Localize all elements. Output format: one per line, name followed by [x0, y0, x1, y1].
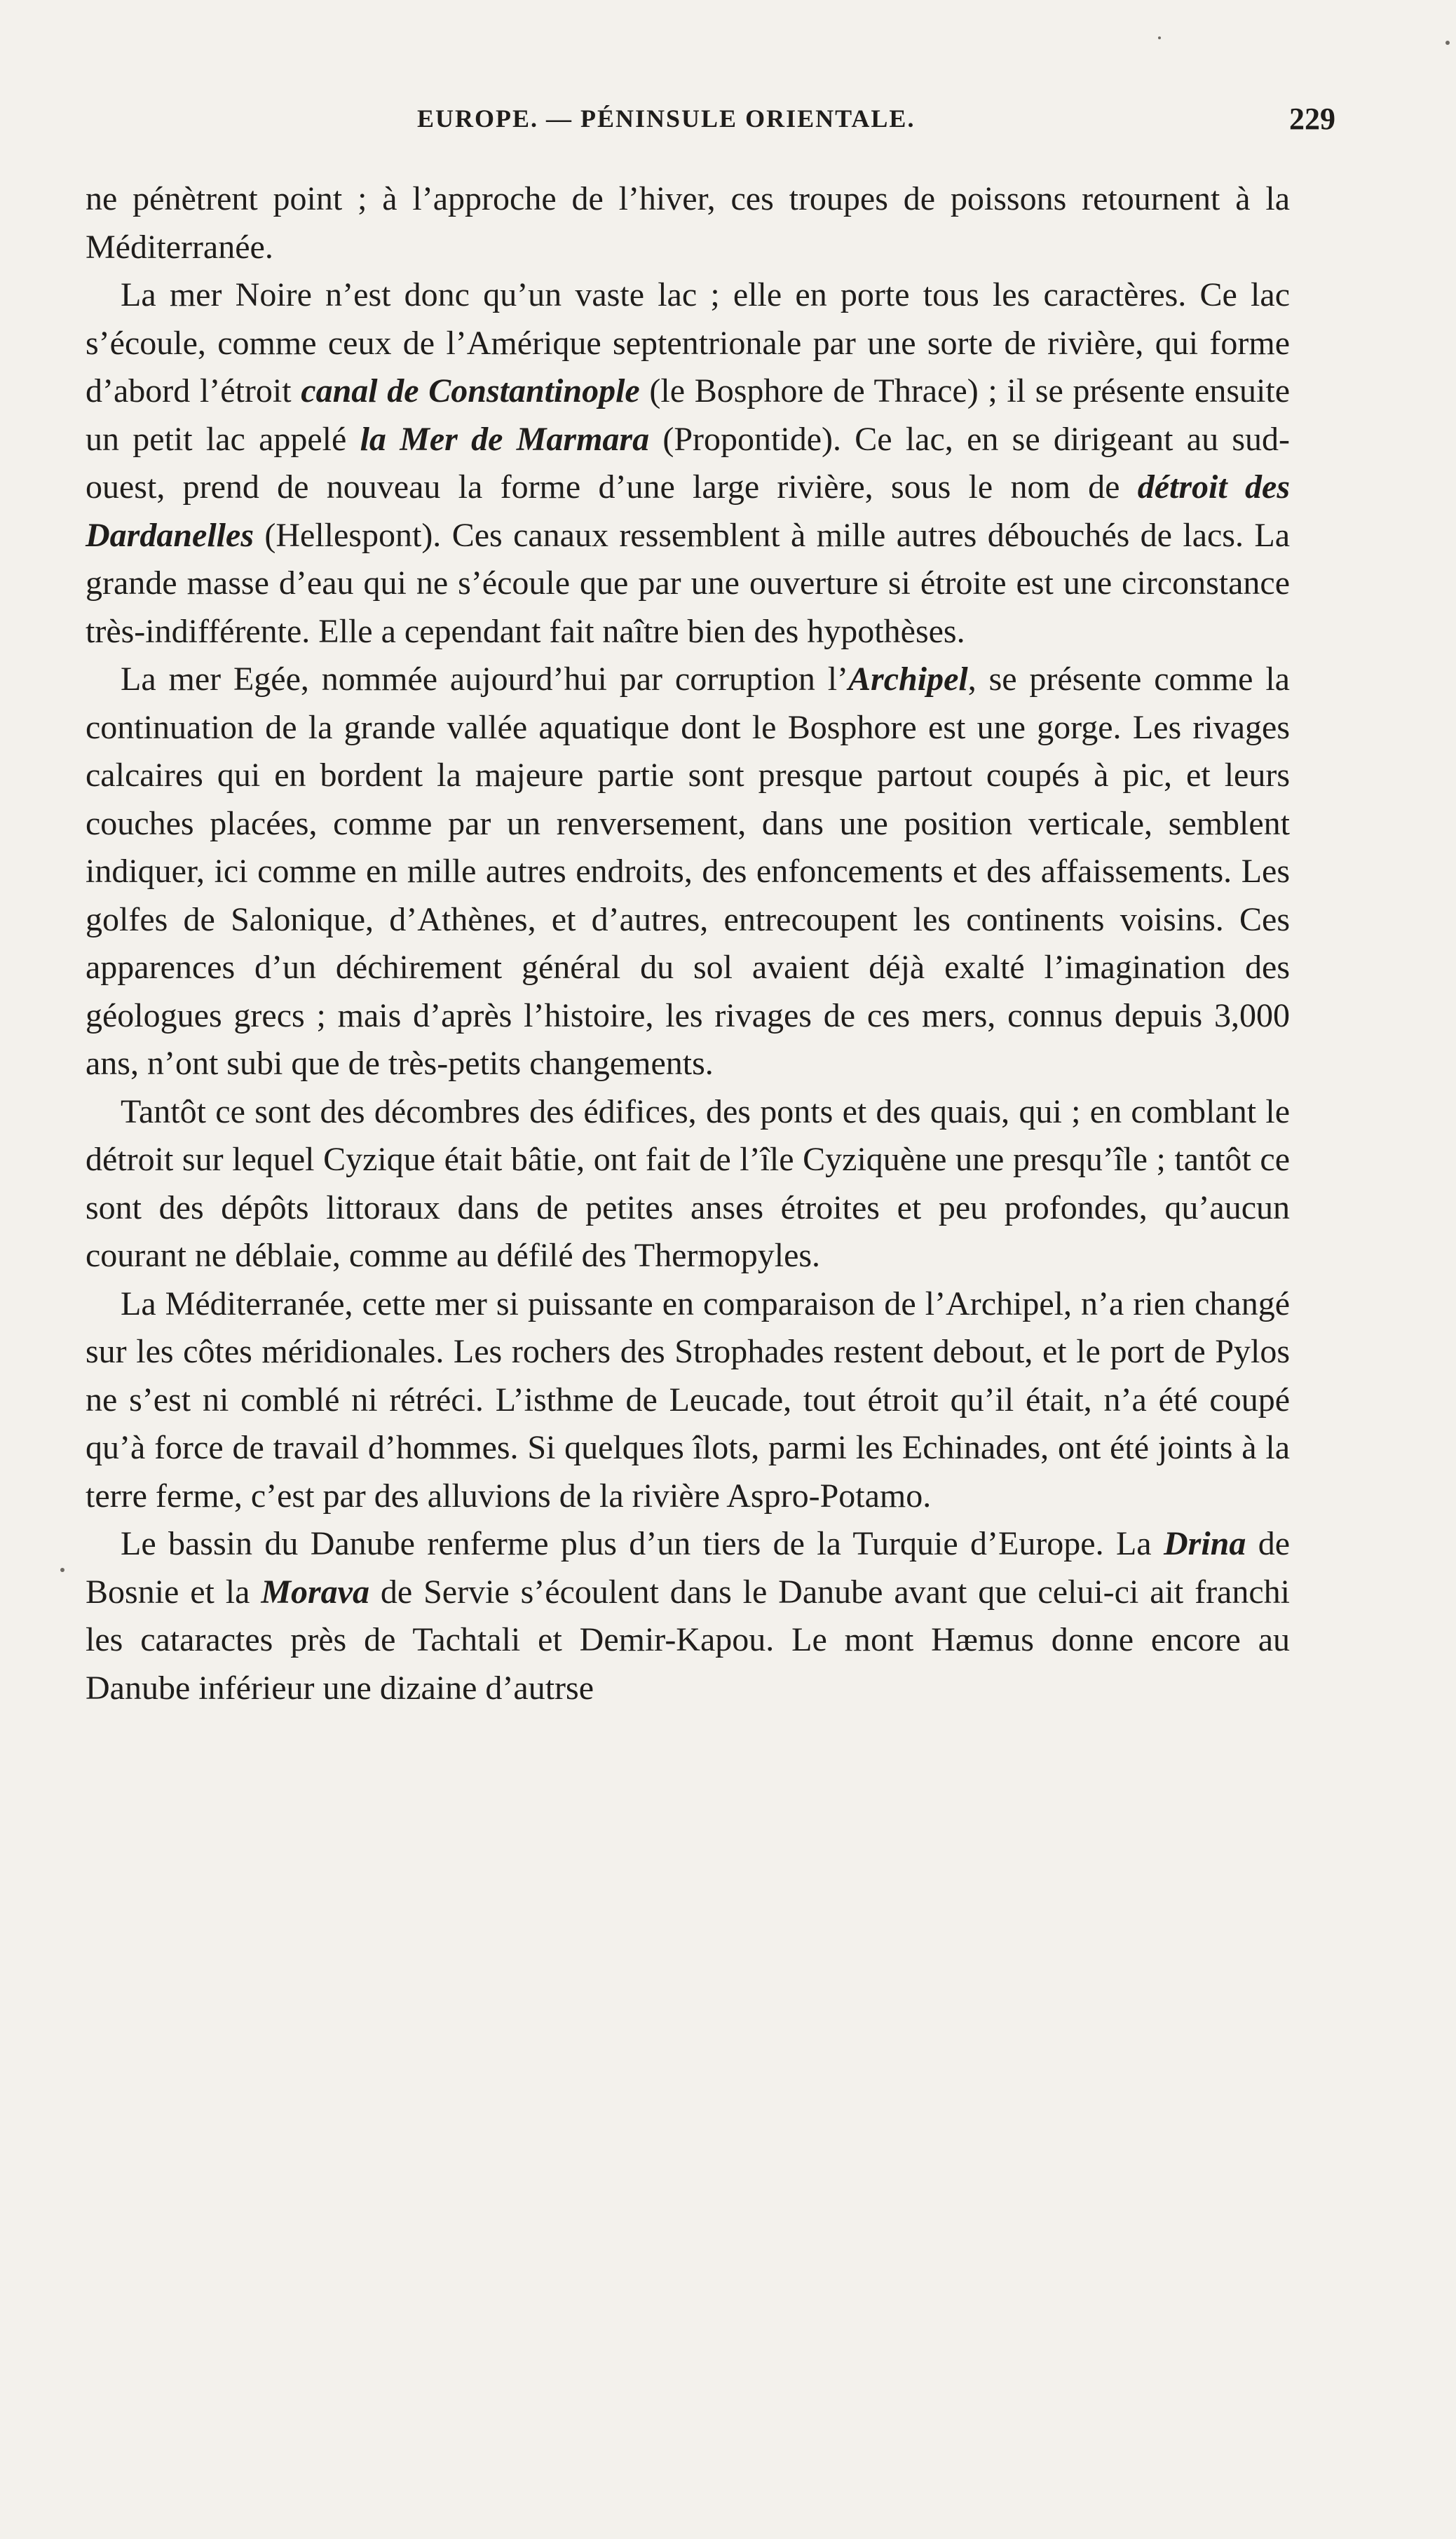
- italic-term: canal de Constantinople: [301, 372, 640, 409]
- body-text: [86, 175, 1290, 1712]
- paragraph: [86, 656, 1290, 1088]
- page-header: [417, 104, 1335, 146]
- text-run: ne pénètrent point ; à l’approche de l’hiver, ces troupes de poissons retournent à la Méditerranée.: [86, 180, 1290, 266]
- paragraph: [86, 1088, 1290, 1280]
- text-run: Tantôt ce sont des décombres des édifices, des ponts et des quais, qui ; en comblant le détroit sur lequel Cyzique était bâtie, ont fait de l’île Cyziquène une presqu’île ; tantôt ce sont des dépôts littoraux dans de petites anses étroites et peu profondes, qu’aucun courant ne déblaie, comme au défilé des Thermopyles.: [86, 1092, 1290, 1274]
- text-run: (le Bosphore de Thrace) ; il se présente ensuite un petit lac appelé: [86, 372, 1291, 458]
- italic-term: Drina: [1163, 1525, 1246, 1562]
- italic-term: la Mer de Marmara: [360, 420, 650, 458]
- paragraph: [86, 271, 1290, 656]
- text-run: de Bosnie et la: [86, 1525, 1291, 1611]
- italic-term: Morava: [261, 1573, 369, 1611]
- paper-speck: [1445, 41, 1450, 45]
- text-run: La mer Noire n’est donc qu’un vaste lac ; elle en porte tous les caractères. Ce lac s’écoule, comme ceux de l’Amérique septentrionale par une sorte de rivière, qui forme d’abord l’étroit: [86, 276, 1290, 409]
- text-run: La mer Egée, nommée aujourd’hui par corruption l’: [121, 661, 849, 698]
- running-head: EUROPE. — PÉNINSULE ORIENTALE.: [417, 104, 916, 133]
- text-run: de Servie s’écoulent dans le Danube avant que celui-ci ait franchi les cataractes près de Tachtali et Demir-Kapou. Le mont Hæmus donne encore au Danube inférieur une dizaine d’autrse: [86, 1573, 1290, 1707]
- text-run: , se présente comme la continuation de la grande vallée aquatique dont le Bosphore est une gorge. Les rivages calcaires qui en bordent la majeure partie sont presque partout coupés à pic, et leurs couches placées, comme par un renversement, dans une position verticale, semblent indiquer, ici comme en mille autres endroits, des enfoncements et des affaissements. Les golfes de Salonique, d’Athènes, et d’autres, entrecoupent les continents voisins. Ces apparences d’un déchirement général du sol avaient déjà exalté l’imagination des géologues grecs ; mais d’après l’histoire, les rivages de ces mers, connus depuis 3,000 ans, n’ont subi que de très-petits changements.: [86, 661, 1290, 1082]
- italic-term: détroit des Dardanelles: [86, 468, 1290, 554]
- paper-speck: [60, 1568, 64, 1572]
- text-run: Le bassin du Danube renferme plus d’un tiers de la Turquie d’Europe. La: [121, 1525, 1164, 1562]
- page-number: 229: [1289, 102, 1335, 136]
- paper-speck: [1158, 36, 1161, 39]
- text-run: La Méditerranée, cette mer si puissante en comparaison de l’Archipel, n’a rien changé sur les côtes méridionales. Les rochers des Strophades restent debout, et le port de Pylos ne s’est ni comblé ni rétréci. L’isthme de Leucade, tout étroit qu’il était, n’a été coupé qu’à force de travail d’hommes. Si quelques îlots, parmi les Echinades, ont été joints à la terre ferme, c’est par des alluvions de la rivière Aspro-Potamo.: [86, 1285, 1290, 1515]
- paragraph: [86, 1520, 1290, 1712]
- text-run: (Propontide). Ce lac, en se dirigeant au sud-ouest, prend de nouveau la forme d’une large rivière, sous le nom de: [86, 420, 1291, 506]
- text-run: (Hellespont). Ces canaux ressemblent à mille autres débouchés de lacs. La grande masse d’eau qui ne s’écoule que par une ouverture si étroite est une circonstance très-indifférente. Elle a cependant fait naître bien des hypothèses.: [86, 516, 1290, 650]
- paragraph: [86, 175, 1290, 271]
- italic-term: Archipel: [848, 661, 968, 698]
- paragraph: [86, 1280, 1290, 1521]
